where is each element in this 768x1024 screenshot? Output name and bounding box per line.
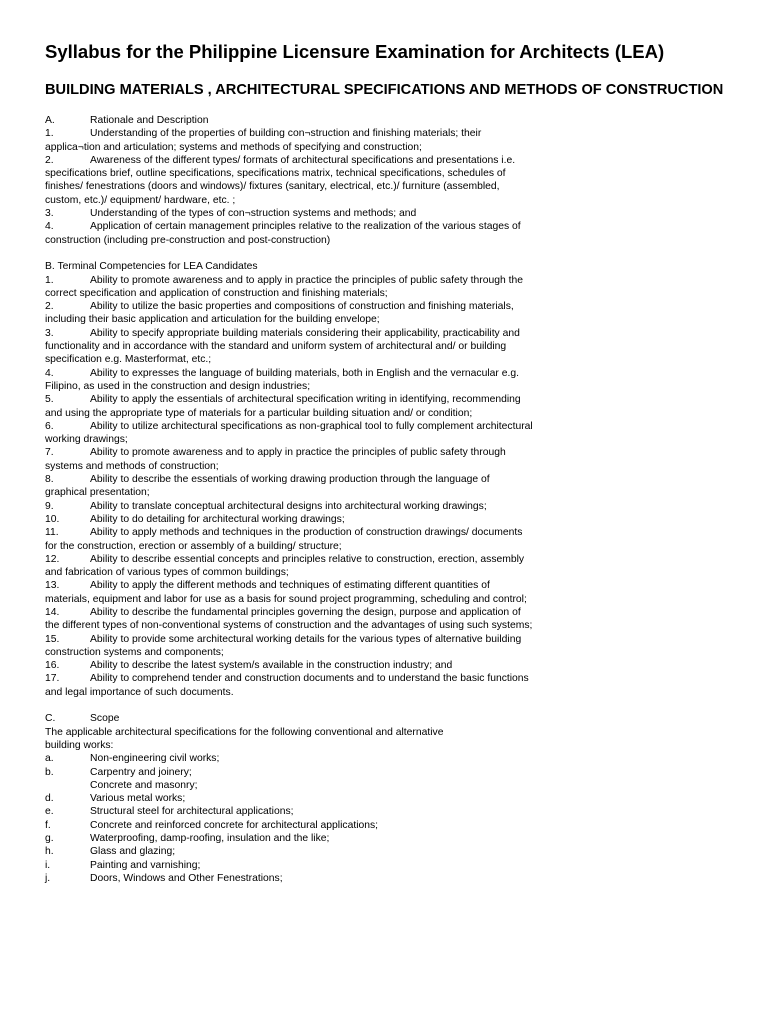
section-a-item	[45, 154, 728, 207]
section-c-item-number: j.	[45, 872, 51, 884]
section-a-item	[45, 127, 728, 154]
section-a-item-text: Awareness of the different types/ formats of architectural specifications and presentations i.e. specifications brief, outline specifications, specifications matrix, technical specifications, schedules of finishes/ fenestrations (doors and windows)/ fixtures (sanitary, electrical, etc.)/ furniture (assembled, custom, etc.)/ equipment/ hardware, etc. ;	[45, 154, 516, 206]
section-b-item	[45, 633, 728, 660]
section-c-item	[45, 859, 728, 872]
section-c-heading	[45, 712, 728, 725]
section-b-item-number: 6.	[45, 420, 54, 432]
section-a-list	[45, 127, 728, 247]
section-b-item-text: Ability to expresses the language of building materials, both in English and the vernacular e.g. Filipino, as used in the construction and design industries;	[45, 367, 519, 392]
section-c-item-number: b.	[45, 766, 54, 778]
section-b-item	[45, 672, 728, 699]
section-c-item	[45, 805, 728, 818]
section-a-item	[45, 220, 728, 247]
section-b-item-text: Ability to describe essential concepts and principles relative to construction, erection, assembly and fabrication of various types of common buildings;	[45, 553, 525, 579]
section-b-list	[45, 274, 728, 700]
section-b-item-number: 3.	[45, 327, 54, 339]
section-b-item	[45, 513, 728, 526]
section-b-item-text: Ability to apply the different methods and techniques of estimating different quantities of materials, equipment and labor for use as a basis for sound project programming, scheduling and control;	[45, 580, 527, 605]
section-a-item-number: 4.	[45, 221, 54, 233]
section-a-heading	[45, 114, 728, 127]
section-c-item-text: Non-engineering civil works;	[90, 753, 220, 765]
section-b-item-text: Ability to do detailing for architectural working drawings;	[90, 513, 345, 525]
document-body	[45, 114, 728, 885]
section-b-item-number: 12.	[45, 553, 60, 565]
section-b-item-number: 10.	[45, 513, 60, 525]
section-b-item-text: Ability to apply the essentials of architectural specification writing in identifying, recommending and using the appropriate type of materials for a particular building situation and/ or condition;	[45, 394, 521, 419]
section-a-item-text: Understanding of the properties of building con¬struction and finishing materials; their applica¬tion and articulation; systems and methods of specifying and construction;	[45, 128, 482, 153]
section-c-item-number: h.	[45, 846, 54, 858]
section-c-item-number: a.	[45, 753, 54, 765]
section-c-item-number: d.	[45, 793, 54, 805]
section-b-item	[45, 300, 728, 327]
section-a-item-number: 3.	[45, 208, 54, 220]
section-b-item-text: Ability to provide some architectural working details for the various types of alternative building construction systems and components;	[45, 633, 522, 658]
section-b-item	[45, 659, 728, 672]
section-b-item	[45, 606, 728, 633]
section-b-item-number: 5.	[45, 394, 54, 406]
section-a-item-text: Understanding of the types of con¬struction systems and methods; and	[90, 208, 417, 220]
section-c-item-number: f.	[45, 819, 51, 831]
section-b-item-number: 4.	[45, 367, 54, 379]
section-c-item-text: Concrete and masonry;	[90, 779, 198, 791]
section-b-item-text: Ability to specify appropriate building materials considering their applicability, practicability and functionality and in accordance with the standard and uniform system of architectural and/ or building specification e.g. Masterformat, etc.;	[45, 327, 520, 366]
section-c-item	[45, 832, 728, 845]
section-a-item-number: 2.	[45, 154, 54, 166]
section-b-item	[45, 473, 728, 500]
section-c-item	[45, 819, 728, 832]
section-a-item-text: Application of certain management principles relative to the realization of the various stages of construction (including pre-construction and post-construction)	[45, 221, 521, 246]
section-b-item-text: Ability to describe the latest system/s available in the construction industry; and	[90, 660, 453, 672]
section-b-item	[45, 274, 728, 301]
section-b-item	[45, 446, 728, 473]
section-b-item-text: Ability to promote awareness and to apply in practice the principles of public safety through systems and methods of construction;	[45, 447, 506, 472]
section-b-item-number: 16.	[45, 660, 60, 672]
section-c-item	[45, 792, 728, 805]
section-b-item-number: 2.	[45, 301, 54, 313]
section-c-item-text: Waterproofing, damp-roofing, insulation and the like;	[90, 833, 330, 845]
section-c-item-text: Glass and glazing;	[90, 846, 176, 858]
section-c-item-text: Carpentry and joinery;	[90, 766, 192, 778]
section-b-item-number: 15.	[45, 633, 60, 645]
section-b-item	[45, 327, 728, 367]
section-c-list	[45, 752, 728, 885]
section-c-item	[45, 845, 728, 858]
section-c-item-number: e.	[45, 806, 54, 818]
section-b-item	[45, 579, 728, 606]
section-b-item	[45, 420, 728, 447]
section-c-item-text: Painting and varnishing;	[90, 859, 201, 871]
section-c-item	[45, 872, 728, 885]
section-b-item-text: Ability to utilize the basic properties and compositions of construction and finishing materials, including their basic application and articulation for the building envelope;	[45, 301, 514, 326]
section-b-item-number: 11.	[45, 527, 59, 539]
section-a-title: Rationale and Description	[90, 115, 209, 126]
section-c-item	[45, 752, 728, 765]
section-b-item	[45, 367, 728, 394]
section-c-item-text: Structural steel for architectural applications;	[90, 806, 294, 818]
section-b-item-text: Ability to describe the essentials of working drawing production through the language of graphical presentation;	[45, 474, 490, 499]
document-title: Syllabus for the Philippine Licensure Examination for Architects (LEA)	[45, 41, 665, 62]
section-a-item	[45, 207, 728, 220]
section-b-item-number: 13.	[45, 580, 60, 592]
section-b-item-text: Ability to translate conceptual architectural designs into architectural working drawings;	[90, 500, 487, 512]
section-a-label: A.	[45, 115, 55, 126]
section-c-intro	[45, 726, 728, 753]
section-b-item-number: 8.	[45, 474, 54, 486]
section-c-item-number: g.	[45, 833, 54, 845]
section-c-item-text: Concrete and reinforced concrete for architectural applications;	[90, 819, 379, 831]
section-b-item-text: Ability to describe the fundamental principles governing the design, purpose and application of the different types of non-conventional systems of construction and the advantages of using such systems;	[45, 606, 533, 632]
section-b-item-text: Ability to promote awareness and to apply in practice the principles of public safety through the correct specification and application of construction and finishing materials;	[45, 274, 523, 299]
section-b-item	[45, 553, 728, 580]
section-b-item	[45, 500, 728, 513]
section-a-item-number: 1.	[45, 128, 54, 140]
section-c-item-text: Doors, Windows and Other Fenestrations;	[90, 872, 283, 884]
section-c-intro-text: The applicable architectural specifications for the following conventional and alternative building works:	[45, 726, 444, 751]
section-b-item-number: 7.	[45, 447, 54, 459]
section-b-item-text: Ability to apply methods and techniques in the production of construction drawings/ documents for the construction, erection or assembly of a building/ structure;	[45, 527, 523, 552]
section-b-item-number: 14.	[45, 606, 60, 618]
section-b-item-text: Ability to utilize architectural specifications as non-graphical tool to fully complement architectural working drawings;	[45, 420, 533, 446]
section-c-label: C.	[45, 713, 56, 725]
section-b-item-number: 17.	[45, 673, 60, 685]
section-c-title: Scope	[90, 713, 120, 725]
section-b-item-number: 9.	[45, 500, 54, 512]
section-c-item	[45, 766, 728, 779]
section-b-item	[45, 393, 728, 420]
section-b-item-number: 1.	[45, 274, 54, 286]
section-b-item	[45, 526, 728, 553]
section-c-item-number: i.	[45, 859, 51, 871]
section-c-item	[45, 779, 728, 792]
document-subtitle: BUILDING MATERIALS , ARCHITECTURAL SPECIFICATIONS AND METHODS OF CONSTRUCTION	[45, 82, 724, 98]
section-b-heading: B. Terminal Competencies for LEA Candidates	[45, 261, 258, 273]
section-c-item-text: Various metal works;	[90, 793, 186, 805]
section-b-item-text: Ability to comprehend tender and construction documents and to understand the basic functions and legal importance of such documents.	[45, 673, 529, 698]
